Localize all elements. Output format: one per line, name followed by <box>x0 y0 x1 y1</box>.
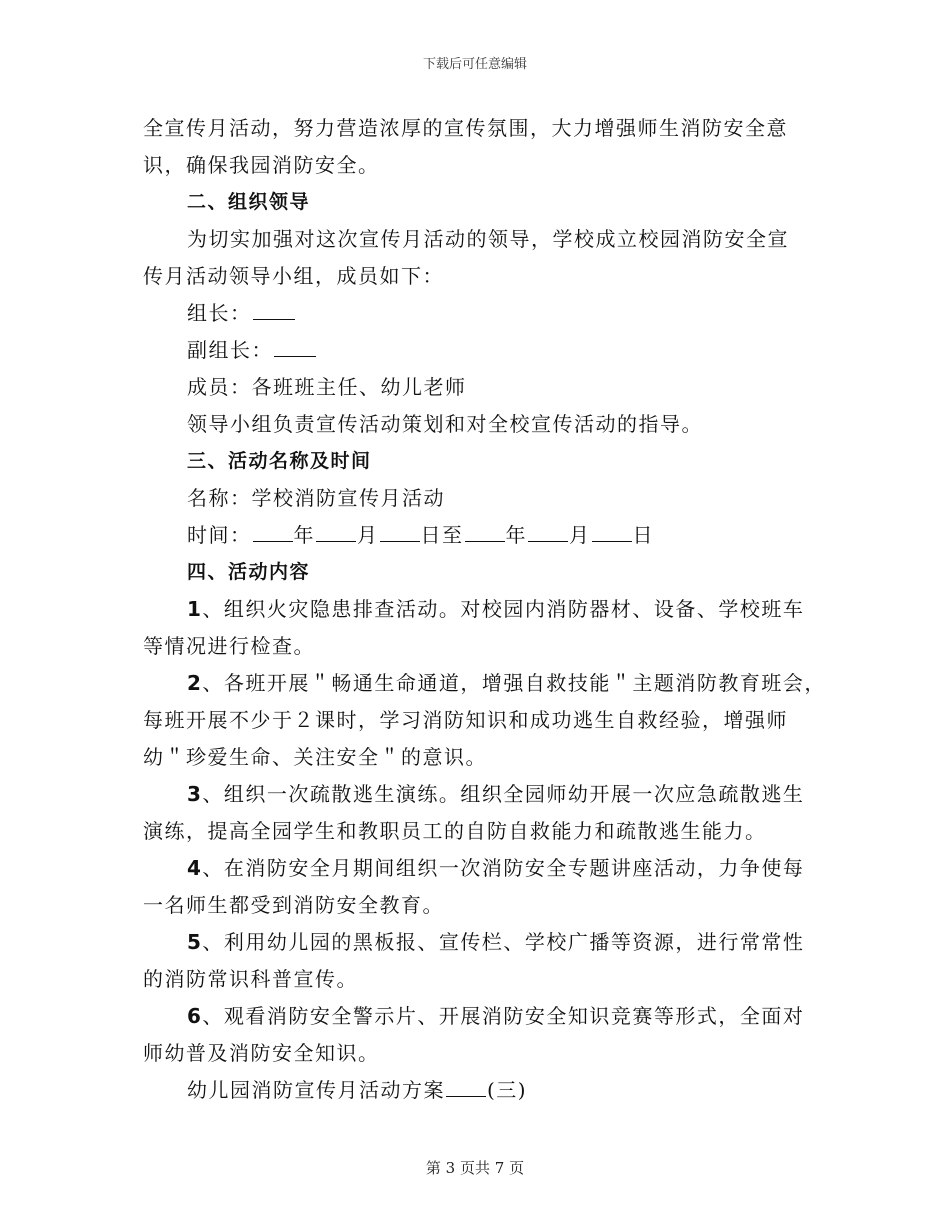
page-footer: 第 3 页共 7 页 <box>425 1159 525 1177</box>
item-text: 、组织一次疏散逃生演练。组织全园师幼开展一次应急疏散逃生 <box>202 782 805 806</box>
vice-leader-blank <box>274 332 316 357</box>
duty-line: 领导小组负责宣传活动策划和对全校宣传活动的指导。 <box>187 412 703 436</box>
list-item-line <box>143 591 813 628</box>
date-blank <box>528 517 568 542</box>
date-blank <box>465 517 505 542</box>
next-title-suffix: (三) <box>487 1078 528 1102</box>
leader-label: 组长： <box>187 301 252 325</box>
list-item-line: 幼＂珍爱生命、关注安全＂的意识。 <box>143 745 487 769</box>
activity-name-line: 名称：学校消防宣传月活动 <box>187 486 445 510</box>
vice-leader-row <box>143 332 813 369</box>
date-blank <box>253 517 293 542</box>
item-number: 2 <box>187 671 203 695</box>
item-text: 、组织火灾隐患排查活动。对校园内消防器材、设备、学校班车 <box>202 597 805 621</box>
activity-time-line <box>143 517 813 554</box>
time-label: 时间： <box>187 523 252 547</box>
section-heading: 四、活动内容 <box>187 561 311 583</box>
year-label: 年 <box>505 523 527 547</box>
document-body <box>143 110 826 1109</box>
list-item-line <box>143 924 813 961</box>
item-number: 3 <box>187 782 203 806</box>
month-label: 月 <box>357 523 379 547</box>
day-label: 日 <box>632 523 654 547</box>
leader-blank <box>253 295 295 320</box>
list-item-line: 等情况进行检查。 <box>143 634 315 658</box>
month-label: 月 <box>569 523 591 547</box>
day-label: 日至 <box>420 523 464 547</box>
section-heading: 三、活动名称及时间 <box>187 450 372 472</box>
members-line: 成员：各班班主任、幼儿老师 <box>187 375 467 399</box>
intro-line: 全宣传月活动，努力营造浓厚的宣传氛围，大力增强师生消防安全意 <box>143 116 788 140</box>
item-text: 、在消防安全月期间组织一次消防安全专题讲座活动，力争使每 <box>202 856 805 880</box>
next-section-title <box>143 1072 813 1109</box>
list-item-line <box>143 776 813 813</box>
next-title-text: 幼儿园消防宣传月活动方案 <box>187 1078 445 1102</box>
list-item-line: 一名师生都受到消防安全教育。 <box>143 893 444 917</box>
item-number: 1 <box>187 597 203 621</box>
leader-row <box>143 295 813 332</box>
list-item-line <box>143 998 813 1035</box>
list-item-line: 师幼普及消防安全知识。 <box>143 1041 380 1065</box>
year-label: 年 <box>293 523 315 547</box>
item-text: 、利用幼儿园的黑板报、宣传栏、学校广播等资源，进行常常性 <box>202 930 805 954</box>
section-heading: 二、组织领导 <box>187 191 311 213</box>
item-number: 5 <box>187 930 203 954</box>
date-blank <box>592 517 632 542</box>
paragraph-line: 为切实加强对这次宣传月活动的领导，学校成立校园消防安全宣 <box>187 227 789 251</box>
item-number: 4 <box>187 856 203 880</box>
item-text: 、观看消防安全警示片、开展消防安全知识竞赛等形式，全面对 <box>202 1004 805 1028</box>
vice-leader-label: 副组长： <box>187 338 273 362</box>
item-text: 、各班开展＂畅通生命通道，增强自救技能＂主题消防教育班会， <box>202 671 826 695</box>
list-item-line: 演练，提高全园学生和教职员工的自防自救能力和疏散逃生能力。 <box>143 819 767 843</box>
list-item-line: 每班开展不少于２课时，学习消防知识和成功逃生自救经验，增强师 <box>143 708 788 732</box>
paragraph-line: 传月活动领导小组，成员如下： <box>143 264 444 288</box>
list-item-line <box>143 665 826 702</box>
list-item-line: 的消防常识科普宣传。 <box>143 967 358 991</box>
title-blank <box>446 1072 486 1097</box>
date-blank <box>316 517 356 542</box>
intro-line: 识，确保我园消防安全。 <box>143 153 380 177</box>
page-header: 下载后可任意编辑 <box>422 57 527 72</box>
date-blank <box>380 517 420 542</box>
item-number: 6 <box>187 1004 203 1028</box>
list-item-line <box>143 850 813 887</box>
